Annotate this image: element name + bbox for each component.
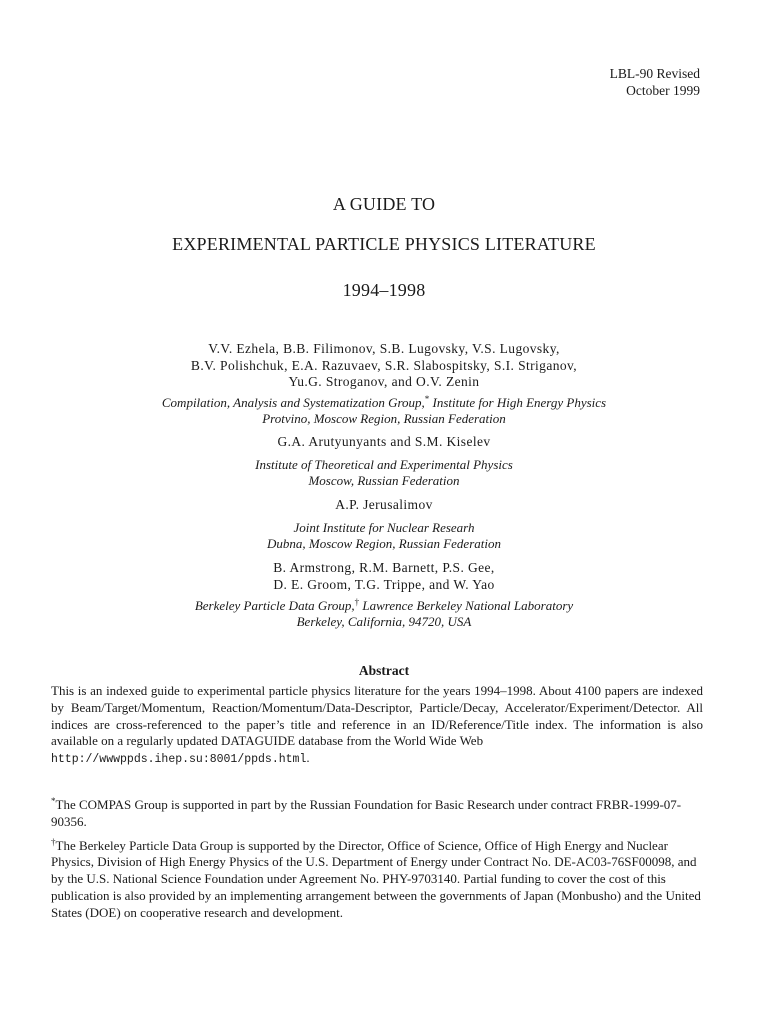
affiliation-line: Institute of Theoretical and Experimental Physics [255, 457, 513, 472]
author-list-itep [0, 434, 768, 451]
affiliation-text: Lawrence Berkeley National Laboratory [359, 598, 574, 613]
author-list-jinr [0, 497, 768, 514]
author-line: D. E. Groom, T.G. Trippe, and W. Yao [273, 576, 495, 592]
abstract-text: This is an indexed guide to experimental particle physics literature for the years 1994–1998. About 4100 papers are indexed by Beam/Target/Momentum, Reaction/Momentum/Data-Descriptor, Particle/Decay, Accelerator/Experiment/Detector. All indices are cross-referenced to the paper’s title and reference in an ID/Reference/Title index. The information is also available on a regularly updated DATAGUIDE database from the World Wide Web [51, 683, 703, 749]
footnote-mark: * [51, 796, 56, 806]
affiliation-location: Protvino, Moscow Region, Russian Federation [262, 411, 506, 426]
author-list-ihep [0, 341, 768, 391]
title-line-2: EXPERIMENTAL PARTICLE PHYSICS LITERATURE [172, 234, 596, 254]
author-line: B.V. Polishchuk, E.A. Razuvaev, S.R. Slabospitsky, S.I. Striganov, [190, 357, 578, 373]
affiliation-jinr [0, 520, 768, 552]
abstract-url-tail: . [306, 750, 310, 766]
affiliation-text: Compilation, Analysis and Systematization Group, [161, 395, 425, 410]
author-line: G.A. Arutyunyants and S.M. Kiselev [277, 434, 491, 449]
affiliation-lbl [0, 598, 768, 630]
footnote-text: The Berkeley Particle Data Group is supported by the Director, Office of Science, Office of High Energy and Nuclear Physics, Division of High Energy Physics of the U.S. Department of Energy under Contract No. DE-AC03-76SF00098, and by the U.S. National Science Foundation under Agreement No. PHY-9703140. Partial funding to cover the cost of this publication is also provided by an implementing arrangement between the governments of Japan (Monbusho) and the United States (DOE) on cooperative research and development. [51, 837, 701, 920]
footnote [51, 797, 703, 831]
title-line-1: A GUIDE TO [332, 194, 436, 214]
title-years: 1994–1998 [342, 280, 426, 300]
footnotes [51, 797, 703, 929]
abstract-body [51, 683, 703, 769]
affiliation-location: Moscow, Russian Federation [308, 473, 460, 488]
affiliation-line [0, 598, 768, 614]
affiliation-location: Dubna, Moscow Region, Russian Federation [267, 536, 501, 551]
author-line: A.P. Jerusalimov [335, 497, 433, 512]
report-date: October 1999 [626, 82, 700, 98]
footnote-text: The COMPAS Group is supported in part by the Russian Foundation for Basic Research under contract FRBR-1999-07-90356. [51, 797, 682, 829]
affiliation-line [0, 395, 768, 411]
report-number: LBL-90 Revised [609, 66, 700, 81]
footnote-mark: † [51, 836, 56, 847]
author-line: B. Armstrong, R.M. Barnett, P.S. Gee, [273, 560, 495, 575]
footnote [51, 838, 703, 922]
author-line: V.V. Ezhela, B.B. Filimonov, S.B. Lugovsky, V.S. Lugovsky, [208, 341, 560, 356]
footnote-mark: * [424, 394, 430, 404]
affiliation-line: Joint Institute for Nuclear Researh [293, 520, 475, 535]
abstract-heading: Abstract [358, 663, 410, 678]
affiliation-location: Berkeley, California, 94720, USA [296, 614, 472, 629]
affiliation-ihep [0, 395, 768, 427]
author-list-lbl [0, 560, 768, 593]
footnote-mark: † [354, 597, 360, 607]
affiliation-text: Berkeley Particle Data Group, [194, 598, 355, 613]
report-id [610, 66, 700, 99]
affiliation-text: Institute for High Energy Physics [429, 395, 607, 410]
abstract-url: http://wwwppds.ihep.su:8001/ppds.html [51, 753, 307, 767]
affiliation-itep [0, 457, 768, 489]
author-line: Yu.G. Stroganov, and O.V. Zenin [288, 374, 480, 389]
